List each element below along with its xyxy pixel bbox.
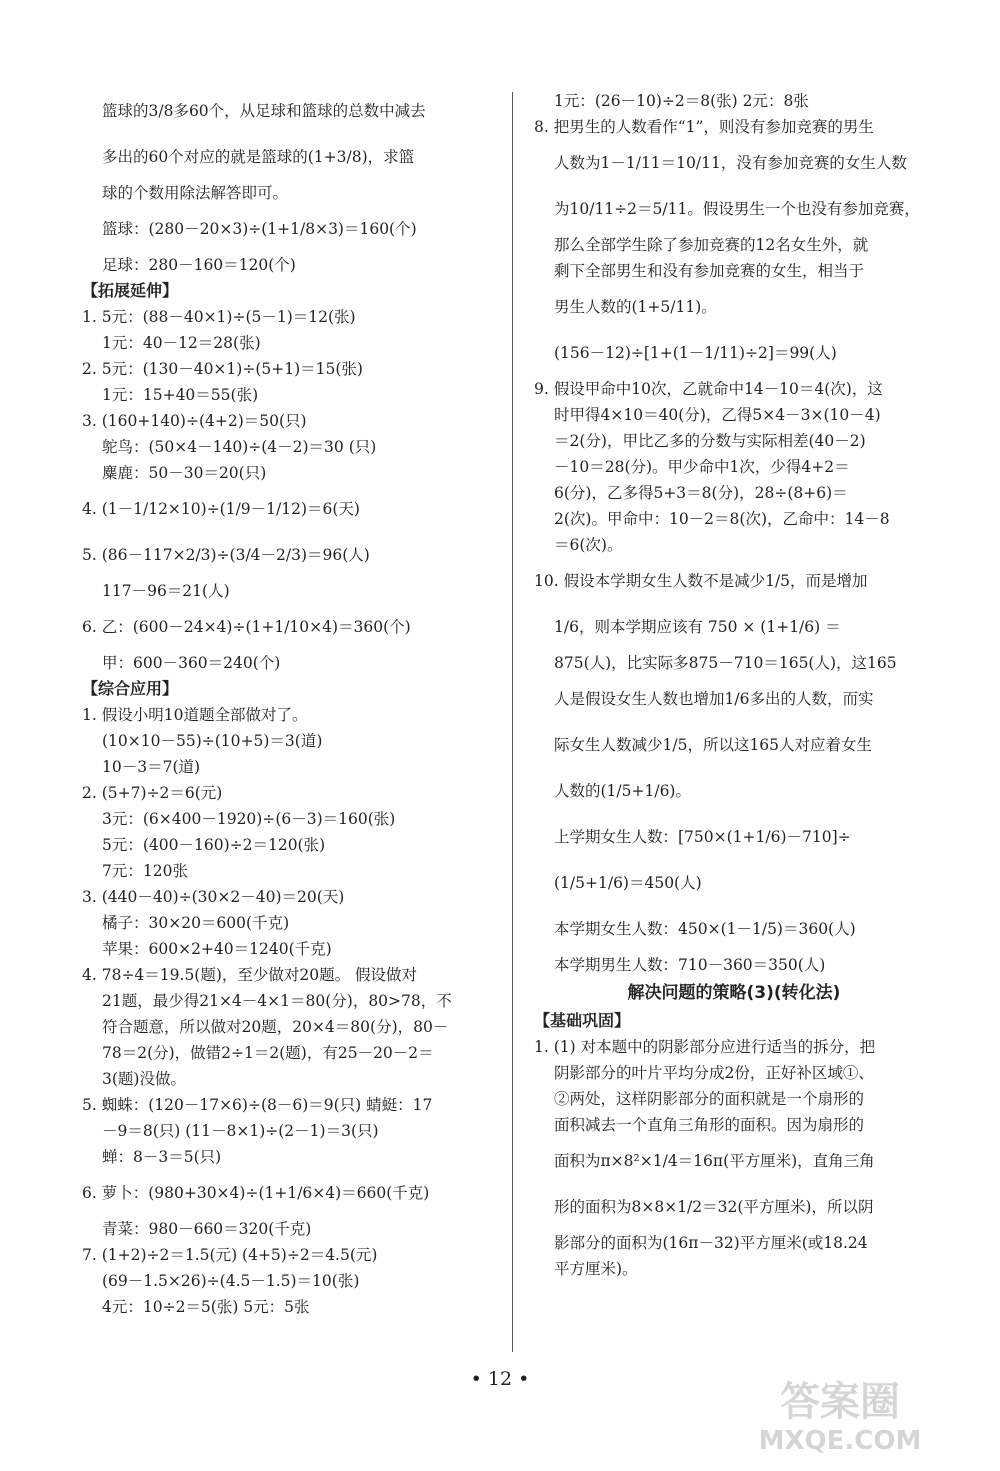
text-line: (156－12)÷[1+(1－1/11)÷2]＝99(人) [554,344,837,362]
text-line: 9. 假设甲命中10次，乙就命中14－10＝4(次)，这 [534,380,883,398]
text-line: 3. (160+140)÷(4+2)＝50(只) [82,412,307,430]
text-line: 蝉：8－3＝5(只) [102,1148,222,1166]
text-line: 足球：280－160＝120(个) [102,256,296,274]
text-line: 21题，最少得21×4－4×1＝80(分)，80>78，不 [102,992,452,1010]
text-line: 甲：600－360＝240(个) [102,654,281,672]
text-line: 际女生人数减少1/5，所以这165人对应着女生 [554,736,873,754]
text-line: 篮球的3/8多60个，从足球和篮球的总数中减去 [102,102,426,120]
text-line: (10×10－55)÷(10+5)＝3(道) [102,732,323,750]
text-line: 2. 5元：(130－40×1)÷(5+1)＝15(张) [82,360,363,378]
text-line: 解决问题的策略(3)(转化法) [627,983,841,1003]
watermark-logo [720,1367,960,1457]
text-line: －9＝8(只) (11－8×1)÷(2－1)＝3(只) [102,1122,379,1140]
text-line: 鸵鸟：(50×4－140)÷(4－2)＝30 (只) [102,438,377,456]
text-line: 阴影部分的叶片平均分成2份，正好补区域①、 [554,1064,874,1082]
text-line: 球的个数用除法解答即可。 [102,184,289,202]
text-line: 3. (440－40)÷(30×2－40)＝20(天) [82,888,345,906]
text-line: 人是假设女生人数也增加1/6多出的人数，而实 [554,690,874,708]
text-line: 1. 5元：(88－40×1)÷(5－1)＝12(张) [82,308,356,326]
column-divider [512,92,513,1352]
text-line: 【拓展延伸】 [82,281,179,300]
text-line: 那么全部学生除了参加竞赛的12名女生外，就 [554,236,869,254]
text-line: 1. 假设小明10道题全部做对了。 [82,706,308,724]
text-line: 面积减去一个直角三角形的面积。因为扇形的 [554,1116,865,1134]
text-line: 符合题意，所以做对20题，20×4＝80(分)，80－ [102,1018,449,1036]
text-line: 时甲得4×10＝40(分)，乙得5×4－3×(10－4) [554,406,881,424]
text-line: 3(题)没做。 [102,1070,186,1088]
text-line: 麋鹿：50－30＝20(只) [102,464,267,482]
text-line: 1元：15+40＝55(张) [102,386,259,404]
text-line: 为10/11÷2＝5/11。假设男生一个也没有参加竞赛， [554,200,920,218]
text-line: 7. (1+2)÷2＝1.5(元) (4+5)÷2＝4.5(元) [82,1246,378,1264]
text-line: 1/6，则本学期应该有 750 × (1+1/6) ＝ [554,618,841,636]
text-line: －10＝28(分)。甲少命中1次，少得4+2＝ [554,458,850,476]
text-line: 78＝2(分)，做错2÷1＝2(题)，有25－20－2＝ [102,1044,434,1062]
text-line: 10－3＝7(道) [102,758,201,776]
text-line: 1. (1) 对本题中的阴影部分应进行适当的拆分，把 [534,1038,876,1056]
text-line: 6(分)，乙多得5+3＝8(分)，28÷(8+6)＝ [554,484,848,502]
text-line: 篮球：(280－20×3)÷(1+1/8×3)＝160(个) [102,220,417,238]
text-line: 面积为π×8²×1/4＝16π(平方厘米)，直角三角 [554,1152,875,1170]
text-line: 7元：120张 [102,862,188,880]
text-line: 5. (86－117×2/3)÷(3/4－2/3)＝96(人) [82,546,370,564]
text-line: 2(次)。甲命中：10－2＝8(次)，乙命中：14－8 [554,510,890,528]
text-line: 人数为1－1/11＝10/11，没有参加竞赛的女生人数 [554,154,907,172]
text-line: 剩下全部男生和没有参加竞赛的女生，相当于 [554,262,865,280]
text-line: 人数的(1/5+1/6)。 [554,782,691,800]
text-line: 5. 蜘蛛：(120－17×6)÷(8－6)＝9(只) 蜻蜓：17 [82,1096,433,1114]
left-column [82,88,494,1320]
text-line: ②两处，这样阴影部分的面积就是一个扇形的 [554,1090,865,1108]
text-line: ＝6(次)。 [554,536,623,554]
text-line: 青菜：980－660＝320(千克) [102,1220,312,1238]
text-line: 1元：40－12＝28(张) [102,334,261,352]
text-line: 875(人)，比实际多875－710＝165(人)，这165 [554,654,897,672]
text-line: 8. 把男生的人数看作“1”，则没有参加竞赛的男生 [534,118,874,136]
text-line: 上学期女生人数：[750×(1+1/6)－710]÷ [554,828,851,846]
text-line: 6. 萝卜：(980+30×4)÷(1+1/6×4)＝660(千克) [82,1184,430,1202]
text-line: 【综合应用】 [82,679,179,698]
text-line: 117－96＝21(人) [102,582,230,600]
text-line: 4元：10÷2＝5(张) 5元：5张 [102,1298,310,1316]
text-line: 苹果：600×2+40＝1240(千克) [102,940,332,958]
text-line: 4. (1－1/12×10)÷(1/9－1/12)＝6(天) [82,500,360,518]
text-line: (69－1.5×26)÷(4.5－1.5)＝10(张) [102,1272,360,1290]
text-line: 平方厘米)。 [554,1260,638,1278]
text-line: 多出的60个对应的就是篮球的(1+3/8)，求篮 [102,148,415,166]
right-column [534,88,934,1282]
text-line: 影部分的面积为(16π－32)平方厘米(或18.24 [554,1234,868,1252]
text-line: 3元：(6×400－1920)÷(6－3)＝160(张) [102,810,396,828]
text-line: 男生人数的(1+5/11)。 [554,298,717,316]
text-line: 本学期女生人数：450×(1－1/5)＝360(人) [554,920,856,938]
text-line: 【基础巩固】 [534,1011,631,1030]
watermark-bottom: MXQE.COM [758,1426,922,1456]
text-line: 5元：(400－160)÷2＝120(张) [102,836,326,854]
text-line: 10. 假设本学期女生人数不是减少1/5，而是增加 [534,572,868,590]
text-line: ＝2(分)，甲比乙多的分数与实际相差(40－2) [554,432,866,450]
text-line: 2. (5+7)÷2＝6(元) [82,784,223,802]
text-line: (1/5+1/6)＝450(人) [554,874,702,892]
text-line: 橘子：30×20＝600(千克) [102,914,290,932]
watermark-top: 答案圈 [780,1379,900,1425]
page-number: • 12 • [470,1368,530,1390]
text-line: 本学期男生人数：710－360＝350(人) [554,956,826,974]
text-line: 形的面积为8×8×1/2＝32(平方厘米)，所以阴 [554,1198,874,1216]
text-line: 4. 78÷4＝19.5(题)，至少做对20题。 假设做对 [82,966,418,984]
text-line: 1元：(26－10)÷2＝8(张) 2元：8张 [554,92,809,110]
text-line: 6. 乙：(600－24×4)÷(1+1/10×4)＝360(个) [82,618,411,636]
